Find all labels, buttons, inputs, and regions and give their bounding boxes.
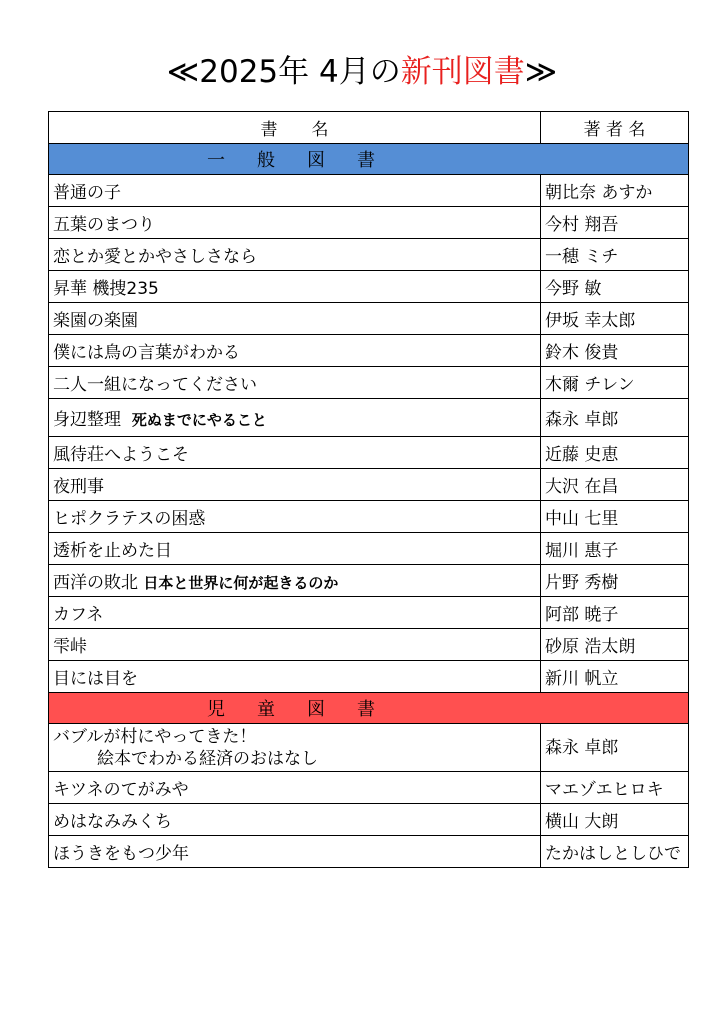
book-title: 目には目を: [49, 661, 541, 693]
book-subtitle: 死ぬまでにやること: [131, 411, 267, 429]
table-row: [49, 399, 689, 437]
book-title: ヒポクラテスの困惑: [49, 501, 541, 533]
book-author: 砂原 浩太朗: [541, 629, 689, 661]
table-row: [49, 804, 689, 836]
book-title: 夜刑事: [49, 469, 541, 501]
table-row: [49, 724, 689, 772]
section-children-row: [49, 693, 689, 724]
table-row: [49, 565, 689, 597]
book-title: 透析を止めた日: [49, 533, 541, 565]
table-row: [49, 303, 689, 335]
title-suffix: ≫: [524, 54, 558, 90]
new-books-table: [48, 111, 689, 868]
book-title: 西洋の敗北: [53, 573, 138, 593]
book-subtitle: 絵本でわかる経済のおはなし: [97, 748, 318, 769]
book-author: 森永 卓郎: [541, 399, 689, 437]
book-author: 阿部 暁子: [541, 597, 689, 629]
book-author: 朝比奈 あすか: [541, 175, 689, 207]
book-author: 鈴木 俊貴: [541, 335, 689, 367]
book-author: 片野 秀樹: [541, 565, 689, 597]
book-author: たかはしとしひで: [541, 836, 689, 868]
table-row: [49, 239, 689, 271]
book-title: カフネ: [49, 597, 541, 629]
book-author: 今野 敏: [541, 271, 689, 303]
book-author: 大沢 在昌: [541, 469, 689, 501]
book-author: 堀川 惠子: [541, 533, 689, 565]
table-row: [49, 271, 689, 303]
book-title: 昇華 機捜235: [49, 271, 541, 303]
book-author: マエゾエヒロキ: [541, 772, 689, 804]
title-prefix: ≪2025年 4月の: [166, 54, 401, 90]
book-title: 風待荘へようこそ: [49, 437, 541, 469]
book-author: 中山 七里: [541, 501, 689, 533]
book-author: 近藤 史恵: [541, 437, 689, 469]
book-title: 五葉のまつり: [49, 207, 541, 239]
table-header-row: [49, 112, 689, 144]
book-title: 恋とか愛とかやさしさなら: [49, 239, 541, 271]
table-row: [49, 437, 689, 469]
table-row: [49, 207, 689, 239]
book-author: 横山 大朗: [541, 804, 689, 836]
table-row: [49, 629, 689, 661]
book-title: キツネのてがみや: [49, 772, 541, 804]
table-row: [49, 772, 689, 804]
book-author: 森永 卓郎: [541, 724, 689, 772]
book-title: 楽園の楽園: [49, 303, 541, 335]
book-author: 伊坂 幸太郎: [541, 303, 689, 335]
book-title: 二人一組になってください: [49, 367, 541, 399]
table-row: [49, 175, 689, 207]
book-title: ほうきをもつ少年: [49, 836, 541, 868]
book-author: 今村 翔吾: [541, 207, 689, 239]
section-children-label: 児 童 図 書: [49, 693, 689, 724]
book-title: 身辺整理: [53, 410, 121, 430]
book-author: 木爾 チレン: [541, 367, 689, 399]
book-author: 一穂 ミチ: [541, 239, 689, 271]
book-title: バブルが村にやってきた！: [53, 726, 257, 747]
page-title: [0, 52, 724, 92]
table-row: [49, 469, 689, 501]
table-row: [49, 367, 689, 399]
book-title: 僕には鳥の言葉がわかる: [49, 335, 541, 367]
table-row: [49, 335, 689, 367]
book-title: めはなみみくち: [49, 804, 541, 836]
book-title: 雫峠: [49, 629, 541, 661]
book-title: 普通の子: [49, 175, 541, 207]
book-title-cell: [49, 724, 541, 772]
table-row: [49, 501, 689, 533]
table-row: [49, 533, 689, 565]
table-row: [49, 836, 689, 868]
book-subtitle: 日本と世界に何が起きるのか: [143, 574, 339, 592]
table-row: [49, 661, 689, 693]
section-general-label: 一 般 図 書: [49, 144, 689, 175]
header-title-column: 書 名: [49, 112, 541, 144]
header-author-column: 著 者 名: [541, 112, 689, 144]
section-general-row: [49, 144, 689, 175]
book-title-cell: [49, 565, 541, 597]
book-author: 新川 帆立: [541, 661, 689, 693]
table-row: [49, 597, 689, 629]
book-title-cell: [49, 399, 541, 437]
title-highlight: 新刊図書: [400, 54, 525, 90]
